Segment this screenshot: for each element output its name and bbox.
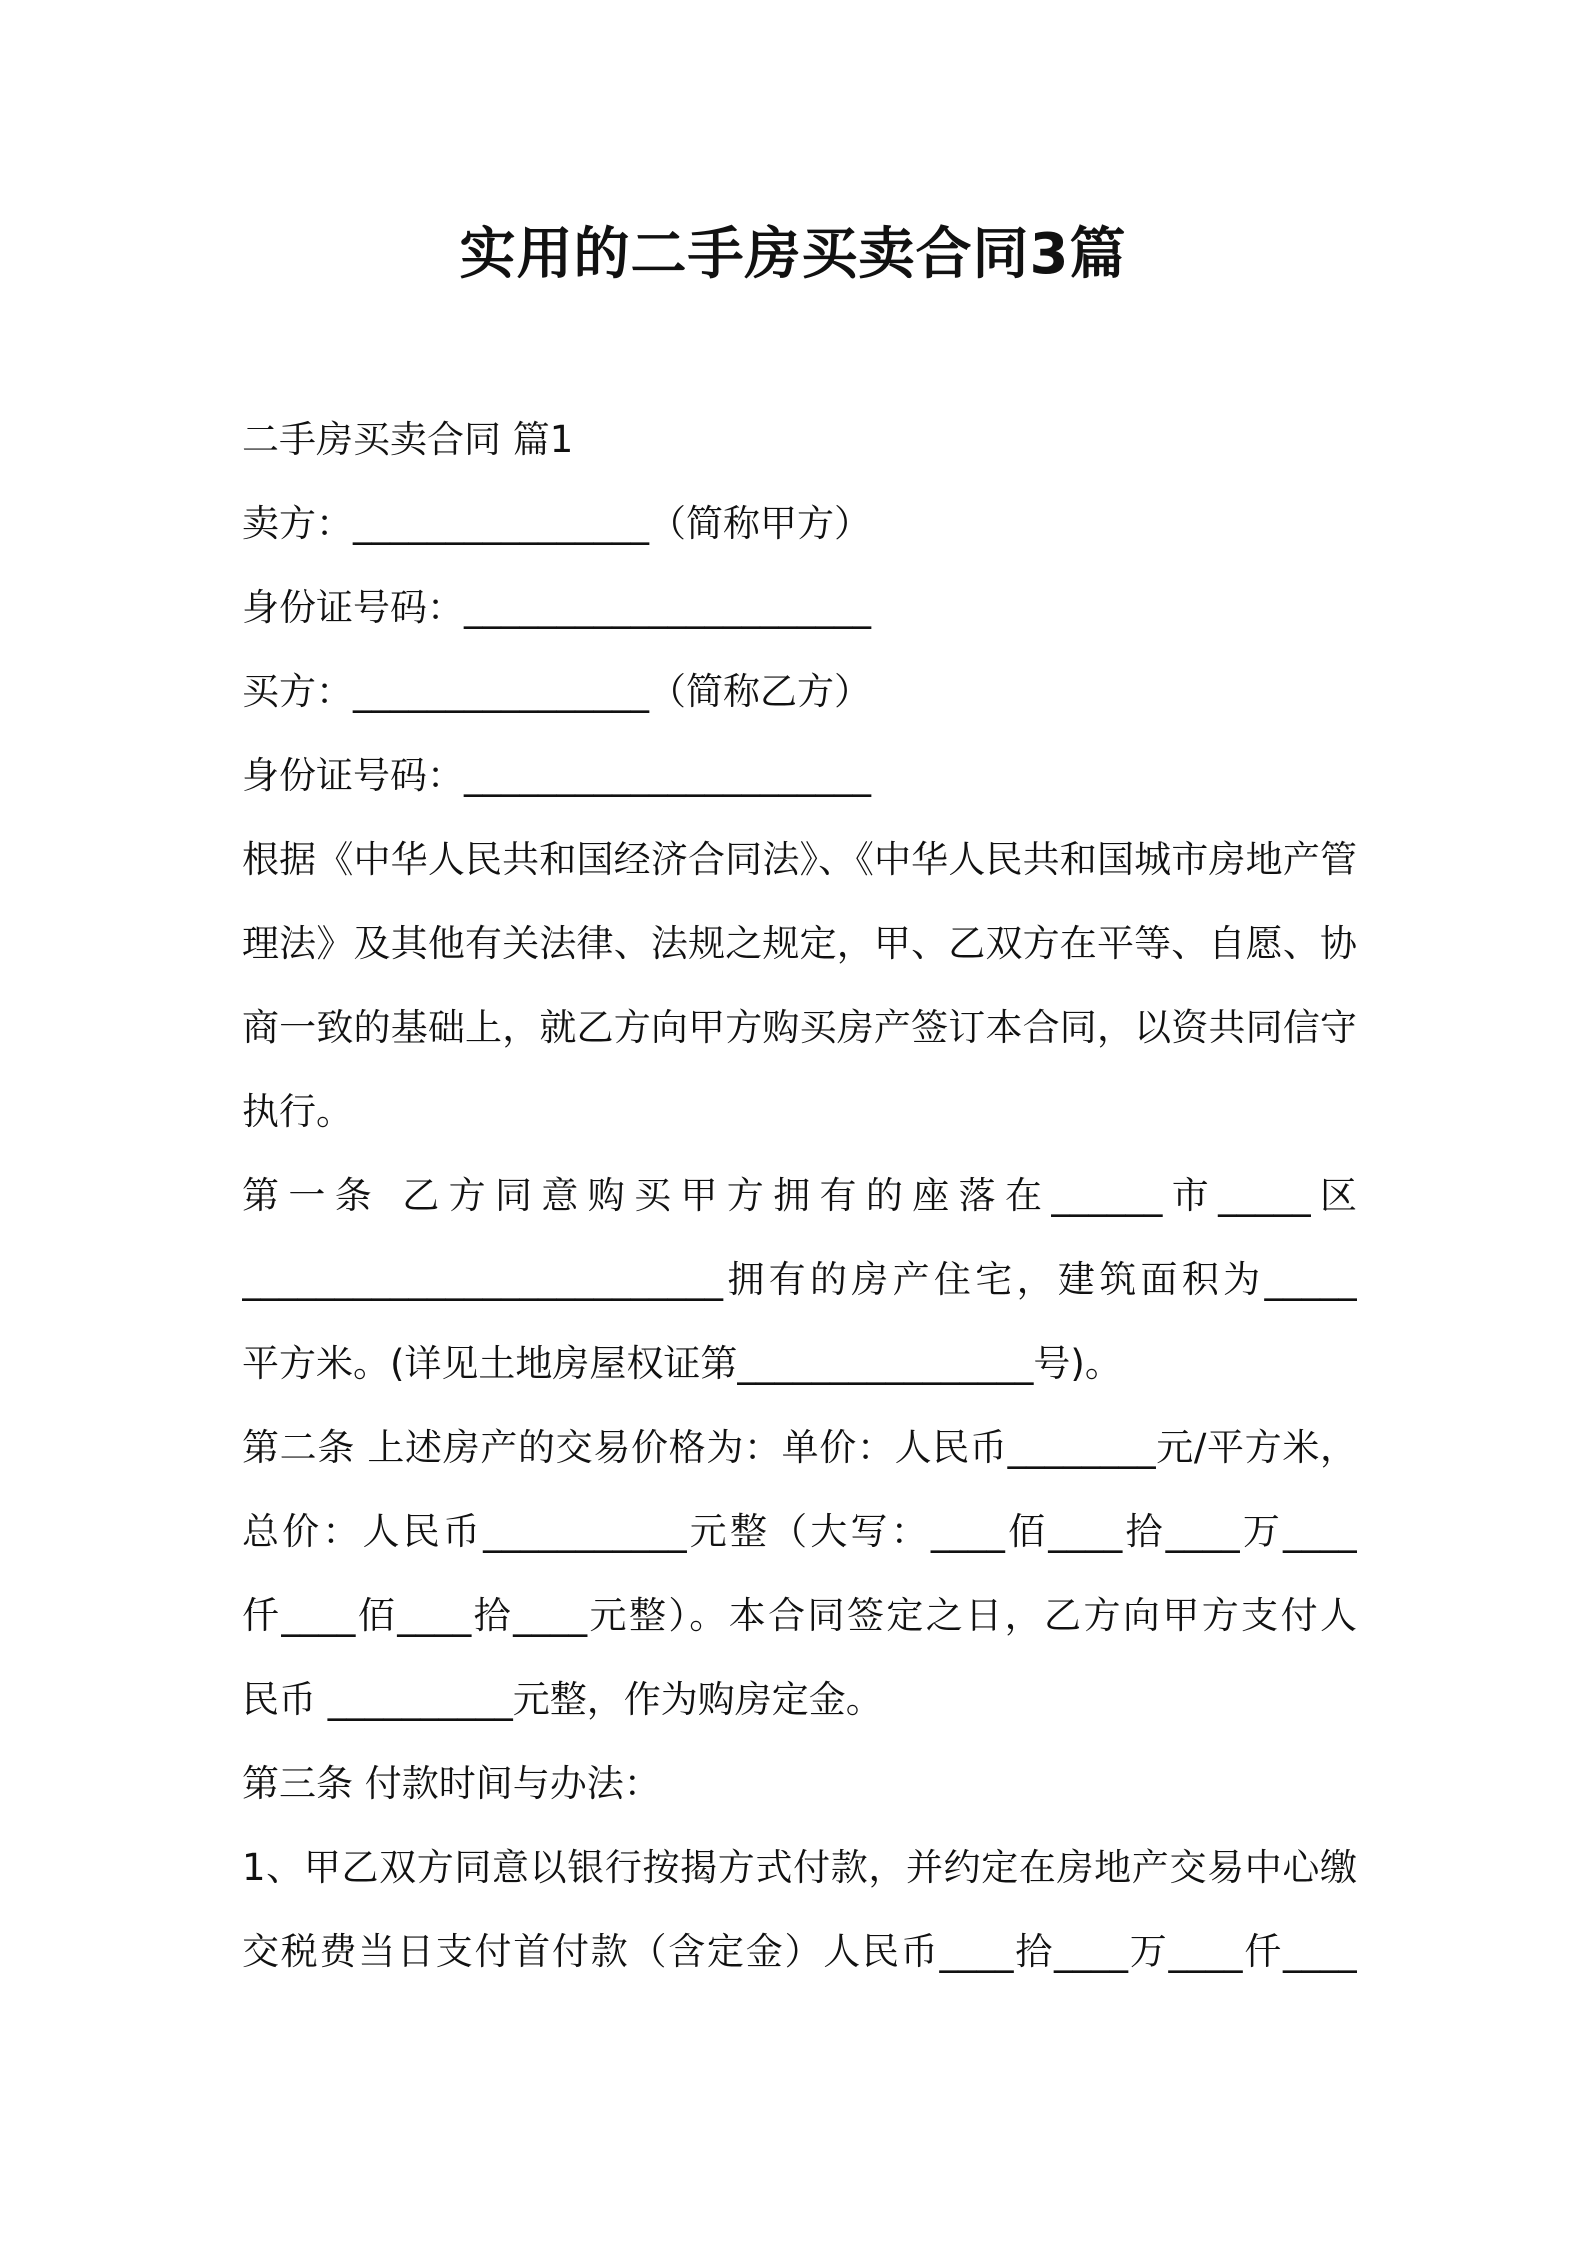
article-1-line: 平方米。(详见土地房屋权证第________________号)。 xyxy=(242,1342,1122,1385)
paragraph-line: 执行。 xyxy=(242,1090,353,1133)
paragraph-line: 商一致的基础上，就乙方向甲方购买房产签订本合同，以资共同信守 xyxy=(242,1006,1357,1049)
article-1-line: __________________________拥有的房产住宅，建筑面积为_____ xyxy=(242,1258,1357,1301)
document-title: 实用的二手房买卖合同3篇 xyxy=(459,222,1127,287)
article-3-heading: 第三条 付款时间与办法： xyxy=(242,1762,661,1805)
section-heading: 二手房买卖合同 篇1 xyxy=(242,418,574,461)
article-2-line: 民币 __________元整，作为购房定金。 xyxy=(242,1678,883,1721)
article-2-line: 仟____佰____拾____元整）。本合同签定之日，乙方向甲方支付人 xyxy=(242,1594,1357,1637)
paragraph-line: 根据《中华人民共和国经济合同法》、《中华人民共和国城市房地产管 xyxy=(242,838,1357,881)
buyer-id-field: 身份证号码：______________________ xyxy=(242,754,871,797)
seller-field: 卖方：________________（简称甲方） xyxy=(242,502,871,545)
seller-id-field: 身份证号码：______________________ xyxy=(242,586,871,629)
paragraph-line: 理法》及其他有关法律、法规之规定，甲、乙双方在平等、自愿、协 xyxy=(242,922,1357,965)
article-3-line: 交税费当日支付首付款（含定金）人民币____拾____万____仟____ xyxy=(242,1930,1357,1973)
article-1-line: 第一条 乙方同意购买甲方拥有的座落在______市_____区 xyxy=(242,1174,1357,1217)
article-2-line: 第二条 上述房产的交易价格为：单价：人民币________元/平方米， xyxy=(242,1426,1357,1469)
article-3-line: 1、甲乙双方同意以银行按揭方式付款，并约定在房地产交易中心缴 xyxy=(242,1846,1357,1889)
article-2-line: 总价：人民币___________元整（大写：____佰____拾____万____ xyxy=(242,1510,1357,1553)
buyer-field: 买方：________________（简称乙方） xyxy=(242,670,871,713)
